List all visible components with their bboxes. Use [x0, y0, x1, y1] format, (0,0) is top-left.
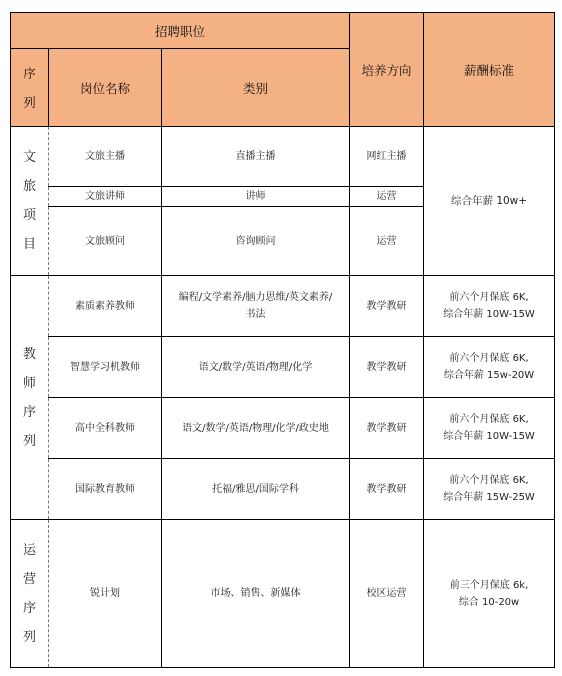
table-row [11, 459, 555, 520]
group-char: 序 [22, 600, 36, 616]
group-char: 文 [22, 150, 36, 165]
training-cell: 教学教研 [350, 459, 424, 520]
category-cell: 语文/数学/英语/物理/化学 [162, 337, 350, 398]
table-row [11, 276, 555, 337]
training-cell: 教学教研 [350, 276, 424, 337]
category-cell: 编程/文学素养/脑力思维/英文素养/ 书法 [162, 276, 350, 337]
job-cell: 锐计划 [49, 520, 162, 668]
job-cell: 文旅顾问 [49, 207, 162, 276]
header-training: 培养方向 [350, 13, 424, 127]
header-positions: 招聘职位 [11, 13, 350, 49]
salary-cell: 前六个月保底 6K, 综合年薪 15W-25W [424, 459, 555, 520]
group-char: 列 [22, 433, 36, 449]
training-cell: 运营 [350, 187, 424, 207]
table-row [11, 520, 555, 668]
salary-cell: 前六个月保底 6K, 综合年薪 10W-15W [424, 276, 555, 337]
group-char: 列 [22, 629, 36, 645]
salary-cell: 前三个月保底 6k, 综合 10-20w [424, 520, 555, 668]
header-salary: 薪酬标准 [424, 13, 555, 127]
category-cell: 直播主播 [162, 127, 350, 187]
category-cell: 语文/数学/英语/物理/化学/政史地 [162, 398, 350, 459]
table-row [11, 337, 555, 398]
header-category: 类别 [162, 49, 350, 127]
salary-cell: 前六个月保底 6K, 综合年薪 15w-20W [424, 337, 555, 398]
job-cell: 国际教育教师 [49, 459, 162, 520]
training-cell: 教学教研 [350, 337, 424, 398]
group-char: 旅 [22, 179, 36, 194]
recruitment-table [10, 12, 555, 668]
salary-cell: 综合年薪 10w+ [424, 127, 555, 276]
training-cell: 教学教研 [350, 398, 424, 459]
header-sequence [11, 49, 49, 127]
salary-cell: 前六个月保底 6K, 综合年薪 10W-15W [424, 398, 555, 459]
job-cell: 素质素养教师 [49, 276, 162, 337]
group-wenlv [11, 127, 49, 276]
training-cell: 校区运营 [350, 520, 424, 668]
group-char: 运 [22, 542, 36, 558]
job-cell: 高中全科教师 [49, 398, 162, 459]
table-row [11, 398, 555, 459]
training-cell: 网红主播 [350, 127, 424, 187]
group-char: 项 [22, 208, 36, 223]
category-cell: 咨询顾问 [162, 207, 350, 276]
job-cell: 智慧学习机教师 [49, 337, 162, 398]
group-char: 教 [22, 346, 36, 362]
group-char: 序 [22, 404, 36, 420]
training-cell: 运营 [350, 207, 424, 276]
header-seq-char: 序 [23, 65, 36, 81]
group-char: 师 [22, 375, 36, 391]
category-cell: 讲师 [162, 187, 350, 207]
header-seq-char: 列 [23, 94, 36, 110]
job-cell: 文旅主播 [49, 127, 162, 187]
table-row [11, 127, 555, 187]
job-cell: 文旅讲师 [49, 187, 162, 207]
group-char: 目 [22, 237, 36, 252]
group-jiaoshi [11, 276, 49, 520]
category-cell: 市场、销售、新媒体 [162, 520, 350, 668]
header-job-name: 岗位名称 [49, 49, 162, 127]
category-cell: 托福/雅思/国际学科 [162, 459, 350, 520]
group-char: 营 [22, 571, 36, 587]
group-yunying [11, 520, 49, 668]
